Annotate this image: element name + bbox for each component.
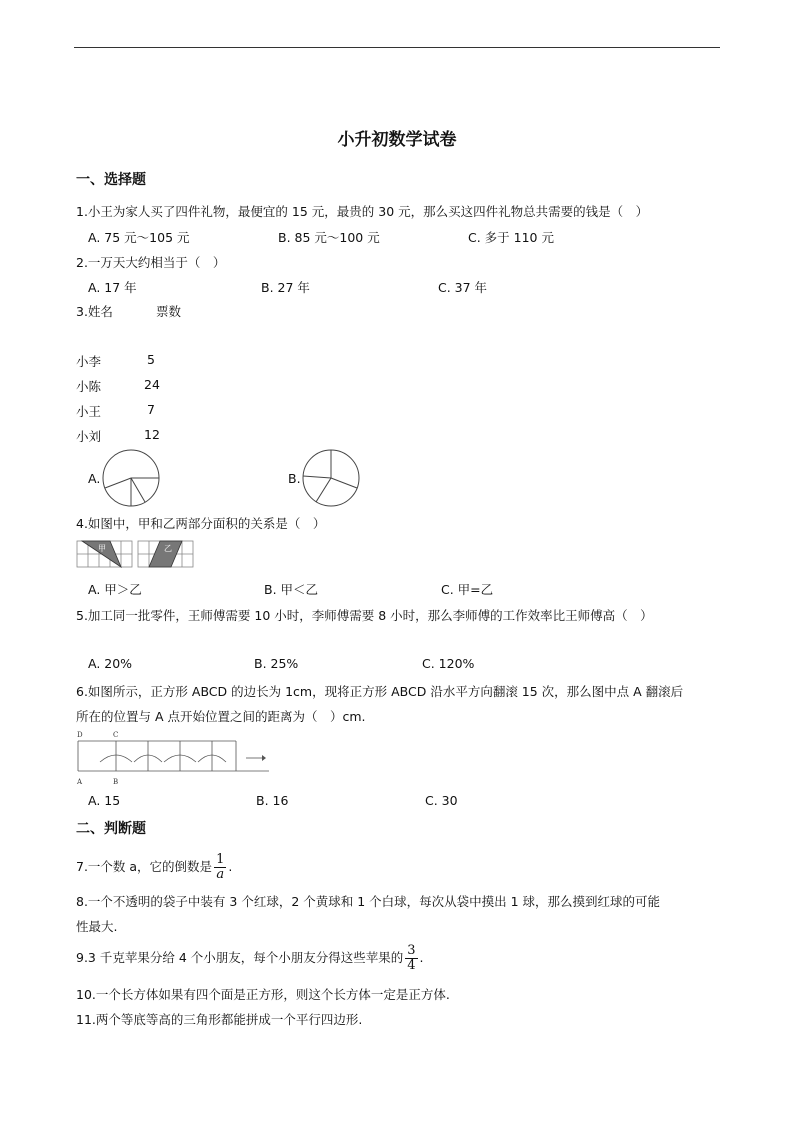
question-3-row-votes: 5 <box>147 352 155 367</box>
question-4-option-c[interactable]: C. 甲=乙 <box>441 582 494 597</box>
question-9-tail: . <box>419 950 424 965</box>
question-5-option-c[interactable]: C. 120% <box>422 656 475 671</box>
question-3-row-name: 小李 <box>76 354 102 369</box>
question-3-option-a[interactable]: A. <box>88 471 101 486</box>
question-7-text: 7.一个数 a，它的倒数是 <box>76 859 213 874</box>
question-4-text: 4.如图中，甲和乙两部分面积的关系是（ ） <box>76 516 326 531</box>
question-1-option-a[interactable]: A. 75 元～105 元 <box>88 230 190 245</box>
header-rule <box>74 47 720 48</box>
question-7-tail: . <box>228 859 233 874</box>
question-3-option-b[interactable]: B. <box>288 471 301 486</box>
question-5-option-a[interactable]: A. 20% <box>88 656 133 671</box>
question-1-option-b[interactable]: B. 85 元～100 元 <box>278 230 380 245</box>
fraction-denominator: a <box>216 867 225 882</box>
question-11-text: 11.两个等底等高的三角形都能拼成一个平行四边形. <box>76 1012 363 1027</box>
section-judge-heading: 二、判断题 <box>76 821 146 837</box>
fraction-numerator: 3 <box>407 943 416 958</box>
question-2-option-c[interactable]: C. 37 年 <box>438 280 488 295</box>
question-3-pie-chart-b <box>300 448 362 508</box>
question-2-option-b[interactable]: B. 27 年 <box>261 280 310 295</box>
question-1-text: 1.小王为家人买了四件礼物，最便宜的 15 元，最贵的 30 元，那么买这四件礼物总共需要的钱是（ ） <box>76 204 649 219</box>
question-3-header-votes: 票数 <box>156 304 182 319</box>
question-3-row-name: 小陈 <box>76 379 102 394</box>
question-5-text: 5.加工同一批零件，王师傅需要 10 小时，李师傅需要 8 小时，那么李师傅的工作效率比王师傅高（ ） <box>76 608 653 623</box>
question-6-rolling-square-figure <box>76 728 276 786</box>
question-10-text: 10.一个长方体如果有四个面是正方形，则这个长方体一定是正方体. <box>76 987 450 1002</box>
question-8-text-line1: 8.一个不透明的袋子中装有 3 个红球，2 个黄球和 1 个白球，每次从袋中摸出 1 球，那么摸到红球的可能 <box>76 894 661 909</box>
figure-label-d: D <box>77 731 83 739</box>
question-2-text: 2.一万天大约相当于（ ） <box>76 255 226 270</box>
question-6-option-a[interactable]: A. 15 <box>88 793 121 808</box>
question-7 <box>76 853 232 882</box>
question-3-row-votes: 7 <box>147 402 155 417</box>
question-5-option-b[interactable]: B. 25% <box>254 656 299 671</box>
question-9-fraction <box>405 944 417 973</box>
section-choice-heading: 一、选择题 <box>76 172 146 188</box>
question-8-text-line2: 性最大. <box>76 919 118 934</box>
figure-label-a: A <box>77 778 83 786</box>
fraction-numerator: 1 <box>216 852 225 867</box>
question-3-row-name: 小刘 <box>76 429 102 444</box>
figure-label-c: C <box>113 731 119 739</box>
question-4-label-jia: 甲 <box>98 544 106 553</box>
question-3-row-votes: 12 <box>144 427 160 442</box>
question-9 <box>76 944 424 973</box>
question-4-label-yi: 乙 <box>164 544 172 553</box>
question-1-option-c[interactable]: C. 多于 110 元 <box>468 230 554 245</box>
question-3-row-votes: 24 <box>144 377 160 392</box>
question-7-fraction <box>214 853 226 882</box>
question-9-text: 9.3 千克苹果分给 4 个小朋友，每个小朋友分得这些苹果的 <box>76 950 404 965</box>
question-6-text-line2: 所在的位置与 A 点开始位置之间的距离为（ ）cm. <box>76 709 366 724</box>
question-6-option-c[interactable]: C. 30 <box>425 793 458 808</box>
question-3-row-name: 小王 <box>76 404 102 419</box>
question-4-option-a[interactable]: A. 甲＞乙 <box>88 582 142 597</box>
question-6-text-line1: 6.如图所示，正方形 ABCD 的边长为 1cm，现将正方形 ABCD 沿水平方向翻滚 15 次，那么图中点 A 翻滚后 <box>76 684 684 699</box>
question-4-option-b[interactable]: B. 甲＜乙 <box>264 582 319 597</box>
question-4-grid-figure <box>76 540 194 568</box>
figure-label-b: B <box>113 778 119 786</box>
page-title: 小升初数学试卷 <box>337 130 457 150</box>
question-3-header-name: 3.姓名 <box>76 304 113 319</box>
fraction-denominator: 4 <box>407 958 416 973</box>
question-6-option-b[interactable]: B. 16 <box>256 793 289 808</box>
question-2-option-a[interactable]: A. 17 年 <box>88 280 137 295</box>
question-3-pie-chart-a <box>100 448 162 508</box>
